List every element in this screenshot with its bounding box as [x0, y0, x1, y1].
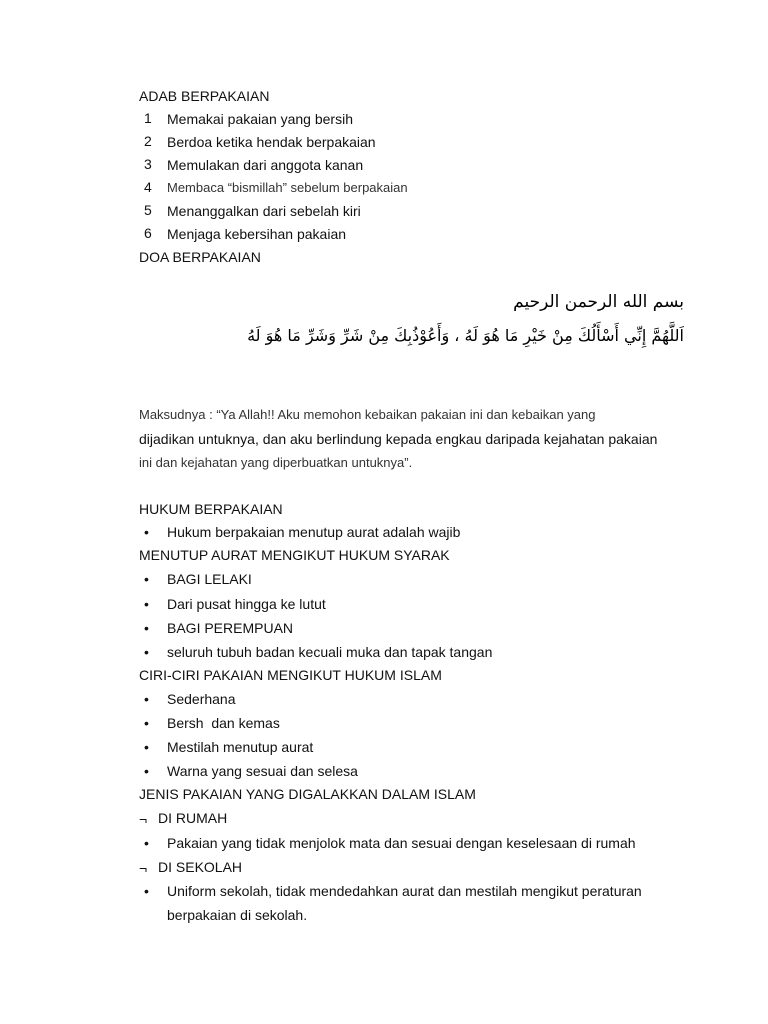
adab-item-number: 2	[144, 133, 152, 149]
arabic-basmalah: بسم الله الرحمن الرحيم	[513, 292, 684, 312]
hukum-bullet-text: Hukum berpakaian menutup aurat adalah wajib	[167, 524, 461, 540]
adab-item-number: 3	[144, 156, 152, 172]
bullet-icon: •	[144, 763, 149, 779]
bullet-icon: •	[144, 644, 149, 660]
negation-icon: ¬	[139, 860, 148, 876]
bullet-icon: •	[144, 739, 149, 755]
ciri-bullet-text: Warna yang sesuai dan selesa	[167, 763, 358, 779]
bullet-icon: •	[144, 715, 149, 731]
adab-item-number: 6	[144, 225, 152, 241]
adab-item-text: Menjaga kebersihan pakaian	[167, 226, 347, 242]
bullet-icon: •	[144, 571, 149, 587]
sekolah-label: DI SEKOLAH	[158, 859, 243, 875]
aurat-bullet-text: BAGI LELAKI	[167, 571, 252, 587]
doa-heading: DOA BERPAKAIAN	[139, 249, 261, 265]
adab-item-text: Membaca “bismillah” sebelum berpakaian	[167, 180, 408, 195]
adab-item-text: Memakai pakaian yang bersih	[167, 111, 353, 127]
maksud-line: ini dan kejahatan yang diperbuatkan untuknya”.	[139, 455, 413, 470]
negation-icon: ¬	[139, 811, 148, 827]
adab-item-number: 1	[144, 110, 152, 126]
ciri-bullet-text: Bersh dan kemas	[167, 715, 280, 731]
adab-item-text: Memulakan dari anggota kanan	[167, 157, 364, 173]
bullet-icon: •	[144, 883, 149, 899]
aurat-bullet-text: Dari pusat hingga ke lutut	[167, 596, 326, 612]
bullet-icon: •	[144, 596, 149, 612]
bullet-icon: •	[144, 691, 149, 707]
ciri-bullet-text: Mestilah menutup aurat	[167, 739, 314, 755]
ciri-bullet-text: Sederhana	[167, 691, 236, 707]
jenis-heading: JENIS PAKAIAN YANG DIGALAKKAN DALAM ISLAM	[139, 786, 476, 802]
hukum-heading: HUKUM BERPAKAIAN	[139, 501, 283, 517]
rumah-bullet-text: Pakaian yang tidak menjolok mata dan sesuai dengan keselesaan di rumah	[167, 835, 636, 851]
aurat-bullet-text: seluruh tubuh badan kecuali muka dan tapak tangan	[167, 644, 493, 660]
maksud-paragraph	[139, 403, 679, 475]
arabic-doa-text: اَللَّهُمَّ إِنِّي أَسْأَلُكَ مِنْ خَيْرِ مَا هُوَ لَهُ ، وَأَعُوْذُبِكَ مِنْ شَرِّ وَشَرِّ مَا هُوَ لَهُ	[247, 326, 684, 345]
rumah-label: DI RUMAH	[158, 810, 228, 826]
adab-heading: ADAB BERPAKAIAN	[139, 88, 270, 104]
bullet-icon: •	[144, 524, 149, 540]
ciri-heading: CIRI-CIRI PAKAIAN MENGIKUT HUKUM ISLAM	[139, 667, 442, 683]
aurat-bullet-text: BAGI PEREMPUAN	[167, 620, 294, 636]
maksud-line: dijadikan untuknya, dan aku berlindung kepada engkau daripada kejahatan pakaian	[139, 431, 658, 447]
adab-item-number: 4	[144, 179, 152, 195]
bullet-icon: •	[144, 620, 149, 636]
aurat-heading: MENUTUP AURAT MENGIKUT HUKUM SYARAK	[139, 547, 450, 563]
adab-item-text: Berdoa ketika hendak berpakaian	[167, 134, 376, 150]
sekolah-bullet-text: Uniform sekolah, tidak mendedahkan aurat dan mestilah mengikut peraturan	[167, 883, 642, 899]
maksud-line: Maksudnya : “Ya Allah!! Aku memohon kebaikan pakaian ini dan kebaikan yang	[139, 407, 596, 422]
adab-item-text: Menanggalkan dari sebelah kiri	[167, 203, 361, 219]
bullet-icon: •	[144, 835, 149, 851]
adab-item-number: 5	[144, 202, 152, 218]
sekolah-bullet-text-continued: berpakaian di sekolah.	[167, 907, 308, 923]
